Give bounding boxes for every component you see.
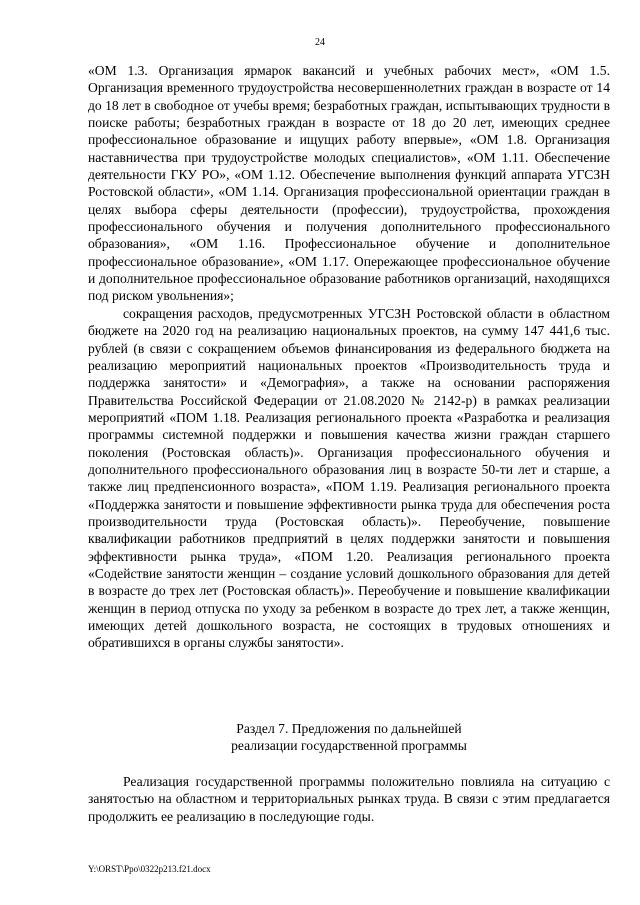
body-text <box>88 62 610 652</box>
paragraph-conclusion: Реализация государственной программы положительно повлияла на ситуацию с занятостью на областном и территориальных рынках труда. В связи с этим предлагается продолжить ее реализацию в последующие годы. <box>88 774 610 824</box>
paragraph-budget-reduction: сокращения расходов, предусмотренных УГСЗН Ростовской области в областном бюджете на 2020 год на реализацию национальных проектов, на сумму 147 441,6 тыс. рублей (в связи с сокращением объемов финансирования из федерального бюджета на реализацию мероприятий национальных проектов «Производительность труда и поддержка занятости» и «Демография», а также на основании распоряжения Правительства Российской Федерации от 21.08.2020 № 2142-р) в рамках реализации мероприятий «ПОМ 1.18. Реализация регионального проекта «Разработка и реализация программы системной поддержки и повышения качества жизни граждан старшего поколения (Ростовская область)». Организация профессионального обучения и дополнительного профессионального образования лиц в возрасте 50-ти лет и старше, а также лиц предпенсионного возраста», «ПОМ 1.19. Реализация регионального проекта «Поддержка занятости и повышение эффективности рынка труда для обеспечения роста производительности труда (Ростовская область)». Переобучение, повышение квалификации работников предприятий в целях поддержки занятости и повышения эффективности рынка труда», «ПОМ 1.20. Реализация регионального проекта «Содействие занятости женщин – создание условий дошкольного образования для детей в возрасте до трех лет (Ростовская область)». Переобучение и повышение квалификации женщин в период отпуска по уходу за ребенком в возрасте до трех лет, а также женщин, имеющих детей дошкольного возраста, не состоящих в трудовых отношениях и обратившихся в органы службы занятости». <box>88 305 610 651</box>
footer-file-path: Y:\ORST\Ppo\0322p213.f21.docx <box>88 864 211 874</box>
section-heading <box>88 720 610 755</box>
paragraph-om-measures: «ОМ 1.3. Организация ярмарок вакансий и учебных рабочих мест», «ОМ 1.5. Организация временного трудоустройства несовершеннолетних граждан в возрасте от 14 до 18 лет в свободное от учебы время; безработных граждан, испытывающих трудности в поиске работы; безработных граждан в возрасте от 18 до 20 лет, имеющих среднее профессиональное образование и ищущих работу впервые», «ОМ 1.8. Организация наставничества при трудоустройстве молодых специалистов», «ОМ 1.11. Обеспечение деятельности ГКУ РО», «ОМ 1.12. Обеспечение выполнения функций аппарата УГСЗН Ростовской области», «ОМ 1.14. Организация профессиональной ориентации граждан в целях выбора сферы деятельности (профессии), трудоустройства, прохождения профессионального обучения и получения дополнительного профессионального образования», «ОМ 1.16. Профессиональное обучение и дополнительное профессиональное образование», «ОМ 1.17. Опережающее профессиональное обучение и дополнительное профессиональное образование работников организаций, находящихся под риском увольнения»; <box>88 63 610 304</box>
section-heading-line-2: реализации государственной программы <box>231 738 467 754</box>
section-heading-line-1: Раздел 7. Предложения по дальнейшей <box>236 721 462 736</box>
page-number: 24 <box>315 37 325 48</box>
